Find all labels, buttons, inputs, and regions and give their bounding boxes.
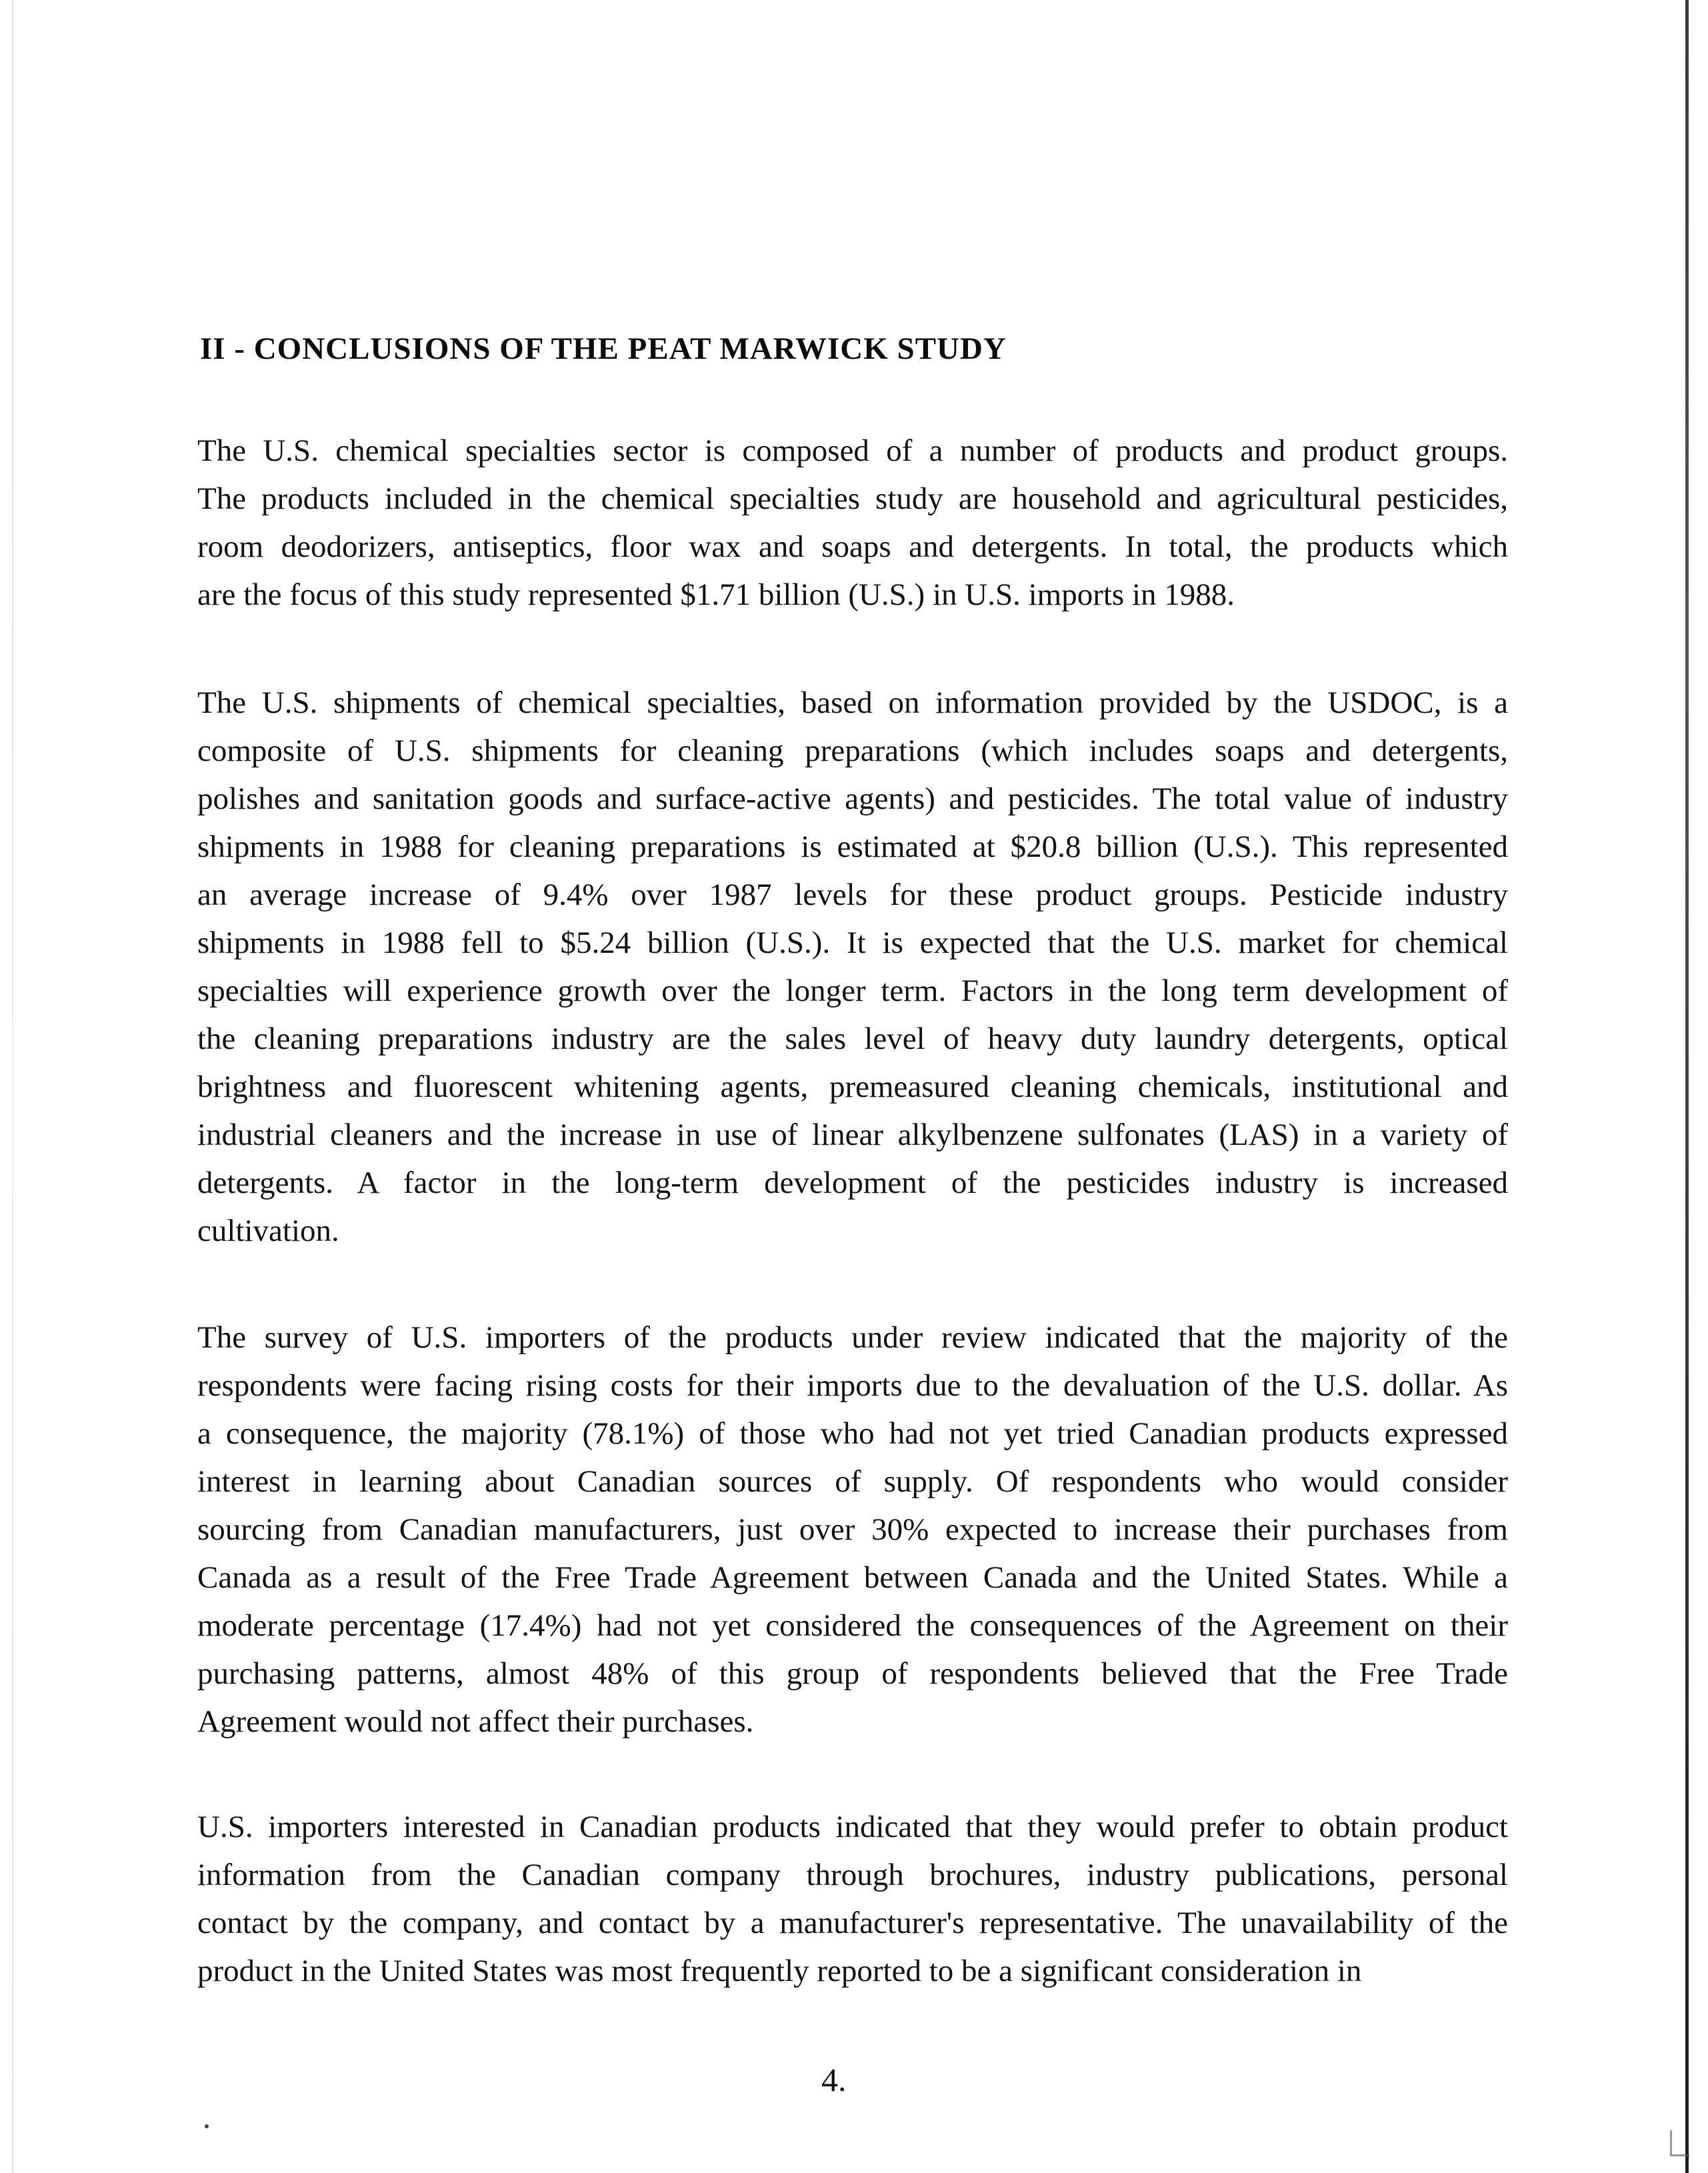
paragraph — [197, 1803, 1508, 1995]
section-heading: II - CONCLUSIONS OF THE PEAT MARWICK STUDY — [200, 331, 1007, 366]
text-line: moderate percentage (17.4%) had not yet considered the consequences of the Agreement on their — [197, 1608, 1508, 1643]
paragraph — [197, 427, 1508, 619]
scan-corner-mark — [1670, 2130, 1689, 2156]
text-line: are the focus of this study represented $1.71 billion (U.S.) in U.S. imports in 1988. — [197, 577, 1235, 612]
text-line: cultivation. — [197, 1214, 339, 1248]
text-line: purchasing patterns, almost 48% of this group of respondents believed that the Free Trade — [197, 1656, 1508, 1691]
text-line: the cleaning preparations industry are the sales level of heavy duty laundry detergents, optical — [197, 1021, 1508, 1056]
text-line: composite of U.S. shipments for cleaning preparations (which includes soaps and detergents, — [197, 733, 1508, 768]
scan-speck — [205, 2124, 209, 2128]
text-line: product in the United States was most frequently reported to be a significant consideration in — [197, 1954, 1362, 1988]
text-line: information from the Canadian company through brochures, industry publications, personal — [197, 1858, 1508, 1892]
text-line: specialties will experience growth over the longer term. Factors in the long term development of — [197, 973, 1508, 1008]
text-line: U.S. importers interested in Canadian products indicated that they would prefer to obtain product — [197, 1810, 1508, 1844]
text-line: The U.S. shipments of chemical specialties, based on information provided by the USDOC, is a — [197, 685, 1508, 720]
text-line: The survey of U.S. importers of the products under review indicated that the majority of the — [197, 1320, 1508, 1355]
text-line: Canada as a result of the Free Trade Agreement between Canada and the United States. While a — [197, 1560, 1508, 1595]
scan-right-edge — [1685, 0, 1689, 2173]
paragraph — [197, 1314, 1508, 1746]
text-line: contact by the company, and contact by a manufacturer's representative. The unavailability of the — [197, 1906, 1508, 1940]
text-line: respondents were facing rising costs for their imports due to the devaluation of the U.S. dollar. As — [197, 1368, 1508, 1403]
text-line: shipments in 1988 fell to $5.24 billion (U.S.). It is expected that the U.S. market for chemical — [197, 925, 1508, 960]
page-number: 4. — [821, 2061, 847, 2098]
text-line: detergents. A factor in the long-term development of the pesticides industry is increased — [197, 1166, 1508, 1200]
text-line: interest in learning about Canadian sources of supply. Of respondents who would consider — [197, 1464, 1508, 1499]
paragraph — [197, 679, 1508, 1255]
text-line: polishes and sanitation goods and surface-active agents) and pesticides. The total value of industry — [197, 781, 1508, 816]
text-line: an average increase of 9.4% over 1987 levels for these product groups. Pesticide industry — [197, 877, 1508, 912]
text-line: brightness and fluorescent whitening agents, premeasured cleaning chemicals, institutional and — [197, 1069, 1508, 1104]
text-line: The products included in the chemical specialties study are household and agricultural pesticides, — [197, 481, 1508, 516]
text-line: shipments in 1988 for cleaning preparations is estimated at $20.8 billion (U.S.). This represented — [197, 829, 1508, 864]
scan-left-edge — [12, 0, 13, 2173]
text-line: room deodorizers, antiseptics, floor wax and soaps and detergents. In total, the products which — [197, 529, 1508, 564]
text-line: The U.S. chemical specialties sector is composed of a number of products and product groups. — [197, 433, 1508, 468]
text-line: industrial cleaners and the increase in use of linear alkylbenzene sulfonates (LAS) in a variety of — [197, 1118, 1508, 1152]
text-line: Agreement would not affect their purchases. — [197, 1704, 754, 1739]
text-line: a consequence, the majority (78.1%) of those who had not yet tried Canadian products expressed — [197, 1416, 1508, 1451]
text-line: sourcing from Canadian manufacturers, just over 30% expected to increase their purchases from — [197, 1512, 1508, 1547]
